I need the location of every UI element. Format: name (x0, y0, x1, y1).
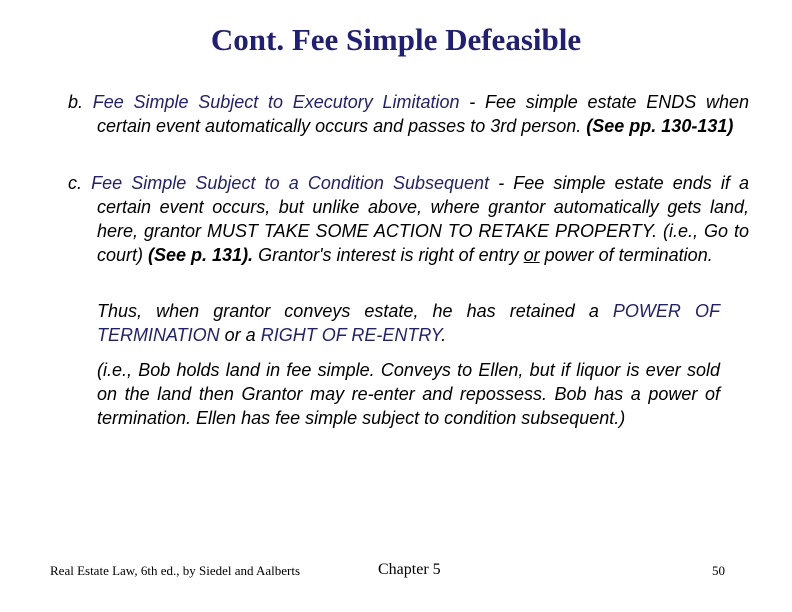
thus-paragraph (97, 299, 720, 347)
footer-source: Real Estate Law, 6th ed., by Siedel and Aalberts (50, 563, 301, 578)
thus-text2: or a (219, 325, 261, 345)
item-c (68, 171, 749, 267)
thus-text3: . (441, 325, 447, 345)
item-c-or: or (523, 245, 540, 265)
footer-chapter: Chapter 5 (378, 561, 441, 578)
item-c-term: Fee Simple Subject to a Condition Subsequent (91, 173, 490, 193)
item-c-ref: (See p. 131). (148, 245, 254, 265)
thus-term1: POWER OF TERMINATION (97, 301, 720, 345)
item-c-text1: - Fee simple estate ends if a certain event occurs, but unlike above, where grantor automatically gets land, here, grantor MUST TAKE SOME ACTION TO RETAKE PROPERTY. (i.e., Go to court) (97, 173, 749, 265)
item-c-prefix: c. (68, 173, 83, 193)
item-c-text3: power of termination. (539, 245, 713, 265)
example-paragraph: (i.e., Bob holds land in fee simple. Conveys to Ellen, but if liquor is ever sold on the land then Grantor may re-enter and repossess. Bob has a power of termination. Ellen has fee simple subject to condition subsequent.) (97, 360, 720, 428)
item-c-text2: Grantor's interest is right of entry (253, 245, 524, 265)
footer-page-number: 50 (712, 563, 725, 578)
item-b-text: - Fee simple estate ENDS when certain event automatically occurs and passes to 3rd person. (97, 92, 749, 136)
item-b-term: Fee Simple Subject to Executory Limitation (92, 92, 460, 112)
item-b-prefix: b. (68, 92, 84, 112)
item-b (68, 90, 749, 138)
thus-term2: RIGHT OF RE-ENTRY (260, 325, 442, 345)
thus-text1: Thus, when grantor conveys estate, he has retained a (97, 301, 613, 321)
slide-title: Cont. Fee Simple Defeasible (210, 22, 582, 57)
item-b-ref: (See pp. 130-131) (586, 116, 734, 136)
